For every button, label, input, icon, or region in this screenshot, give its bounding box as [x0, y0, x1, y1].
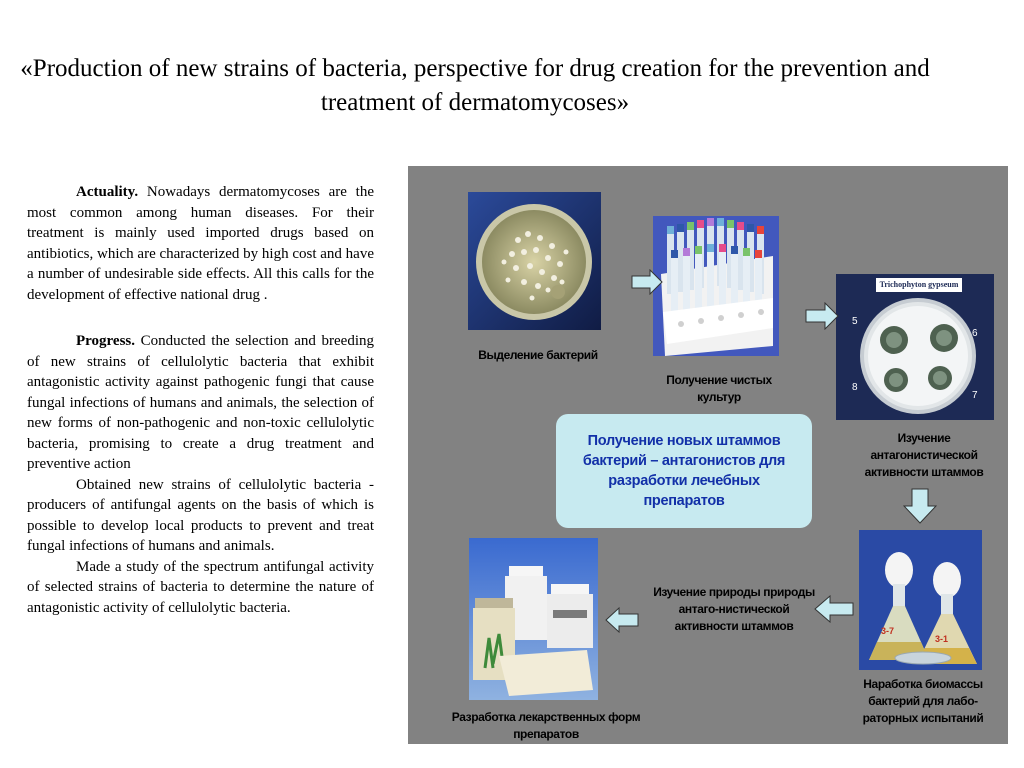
flask-label-2: 3-1: [935, 634, 949, 644]
plate-number-5: 5: [852, 316, 858, 327]
arrow-left-2-icon: [605, 607, 639, 633]
petri-dish-photo: [468, 192, 601, 330]
process-diagram: [408, 166, 1008, 744]
plate-number-6: 6: [972, 328, 978, 339]
caption-pure-cultures: Получение чистых культур: [666, 373, 772, 404]
actuality-label: Actuality.: [76, 184, 139, 200]
text-column: [27, 182, 374, 618]
caption-drug-forms: Разработка лекарственных форм препаратов: [451, 710, 641, 741]
arrow-left-1-icon: [814, 595, 854, 623]
paragraph-strains: Obtained new strains of cellulolytic bacteria - producers of antifungal agents on the basis of which is possible to develop local products to prevent and treat fungal infections of humans and animals.: [27, 476, 374, 554]
paragraph-study: Made a study of the spectrum antifungal activity of selected strains of bacteria to determine the nature of antagonistic activity of cellulolytic bacteria.: [27, 558, 374, 616]
drug-products-image: [469, 538, 598, 700]
arrow-right-1-icon: [631, 269, 663, 295]
test-tubes-image: [653, 216, 779, 356]
flask-label-1: 3-7: [881, 626, 895, 636]
antagonism-plate-photo: [836, 274, 994, 420]
caption-biomass: Наработка биомассы бактерий для лабо-раторных испытаний: [862, 677, 984, 725]
plate-number-8: 8: [852, 382, 858, 393]
caption-nature: Изучение природы природы антаго-нистической активности штаммов: [653, 585, 815, 633]
plate-number-7: 7: [972, 390, 978, 401]
flasks-image: [859, 530, 982, 670]
paragraph-actuality: [27, 182, 374, 305]
paragraph-progress: [27, 331, 374, 475]
test-tubes-photo: [653, 216, 779, 356]
drug-products-photo: [469, 538, 598, 700]
arrow-right-2-icon: [805, 302, 839, 330]
progress-text: Conducted the selection and breeding of new strains of cellulolytic bacteria that exhibit antagonistic activity against pathogenic fungi that cause fungal infections of humans and animals, the selection of new forms of non-pathogenic and non-toxic cellulolytic bacteria, promising to create a drug treatment and preventive action: [27, 333, 374, 472]
progress-label: Progress.: [76, 333, 136, 349]
caption-antagonism: Изучение антагонистической активности штаммов: [864, 431, 984, 479]
central-goal-text: Получение новых штаммов бактерий – антагонистов для разработки лечебных препаратов: [582, 433, 786, 509]
arrow-down-icon: [903, 488, 937, 524]
actuality-text: Nowadays dermatomycoses are the most common among human diseases. For their treatment is mainly used imported drugs based on antibiotics, which are characterized by high cost and have a number of undesirable side effects. All this calls for the development of effective national drug .: [27, 184, 374, 303]
petri-dish-image: [468, 192, 601, 330]
central-goal-box: [556, 414, 812, 528]
plate-label: Trichophyton gypseum: [879, 280, 959, 289]
page-title: «Production of new strains of bacteria, perspective for drug creation for the prevention and treatment of dermatomycoses»: [20, 55, 930, 116]
flasks-photo: [859, 530, 982, 670]
caption-isolation: Выделение бактерий: [478, 348, 598, 362]
antagonism-plate-image: [836, 274, 994, 420]
